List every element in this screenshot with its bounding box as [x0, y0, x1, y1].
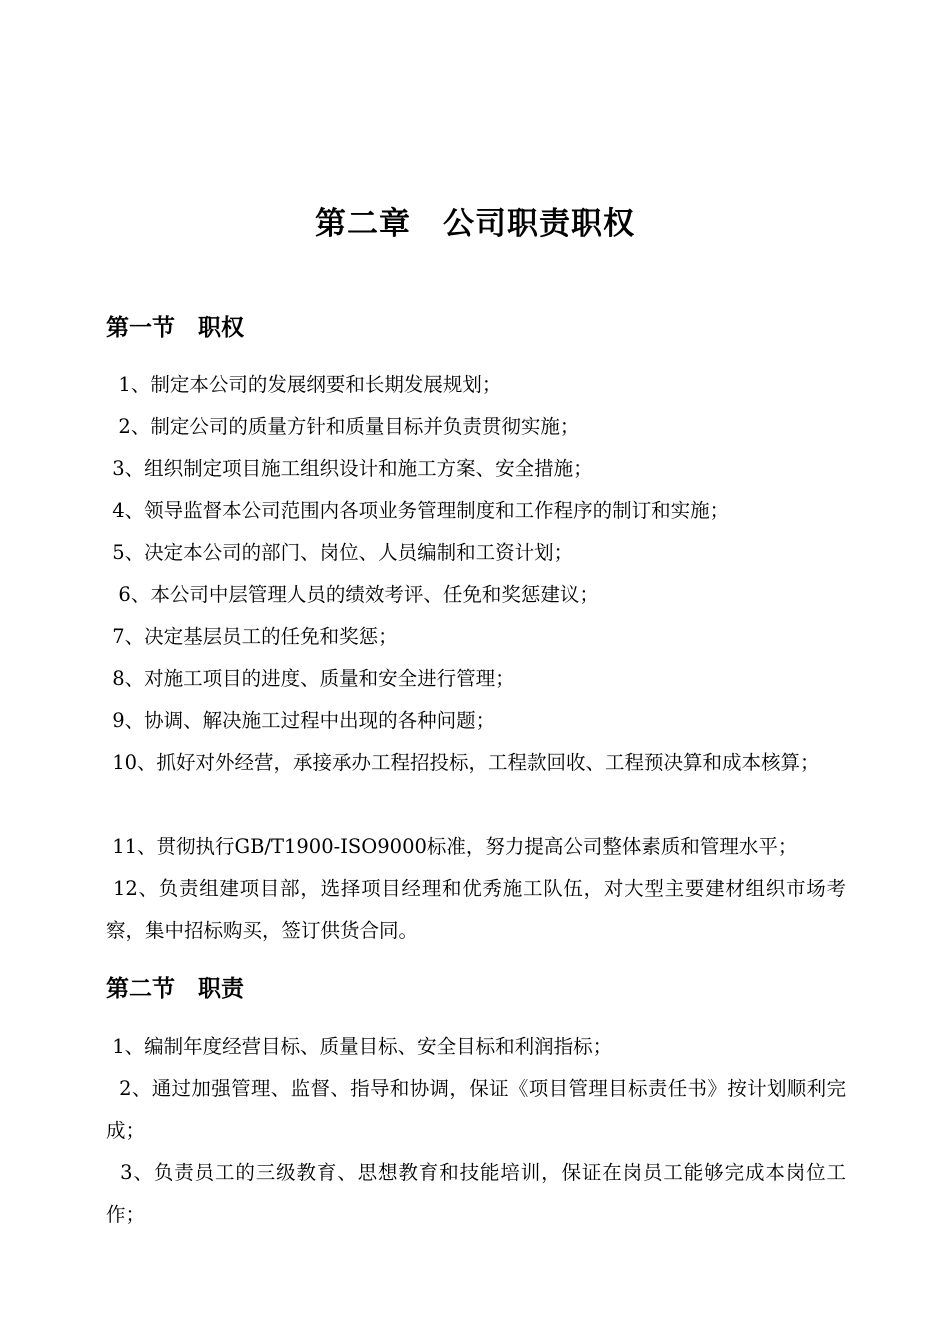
list-item: 2、通过加强管理、监督、指导和协调，保证《项目管理目标责任书》按计划顺利完成；: [106, 1077, 846, 1142]
list-item: 5、决定本公司的部门、岗位、人员编制和工资计划；: [112, 541, 574, 564]
list-item: 9、协调、解决施工过程中出现的各种问题；: [112, 709, 496, 732]
chapter-title: 第二章 公司职责职权: [315, 206, 635, 242]
list-item: 7、决定基层员工的任免和奖惩；: [112, 625, 398, 648]
list-item: 3、组织制定项目施工组织设计和施工方案、安全措施；: [112, 457, 593, 480]
list-item: 1、制定本公司的发展纲要和长期发展规划；: [118, 373, 502, 396]
list-item: 8、对施工项目的进度、质量和安全进行管理；: [112, 667, 515, 690]
list-item: 6、本公司中层管理人员的绩效考评、任免和奖惩建议；: [118, 583, 599, 606]
list-item: 10、抓好对外经营，承接承办工程招投标，工程款回收、工程预决算和成本核算；: [112, 751, 820, 774]
list-item: 3、负责员工的三级教育、思想教育和技能培训，保证在岗员工能够完成本岗位工作；: [106, 1161, 846, 1226]
list-item: 4、领导监督本公司范围内各项业务管理制度和工作程序的制订和实施；: [112, 499, 730, 522]
section-title-responsibility: 第二节 职责: [106, 976, 244, 1002]
list-item: 2、制定公司的质量方针和质量目标并负责贯彻实施；: [118, 415, 580, 438]
list-item: 1、编制年度经营目标、质量目标、安全目标和利润指标；: [112, 1035, 613, 1058]
list-item: 12、负责组建项目部，选择项目经理和优秀施工队伍，对大型主要建材组织市场考察，集中招标购买，签订供货合同。: [106, 877, 846, 942]
section-title-authority: 第一节 职权: [106, 315, 244, 341]
list-item: 11、贯彻执行GB/T1900-ISO9000标准，努力提高公司整体素质和管理水平；: [112, 835, 798, 858]
